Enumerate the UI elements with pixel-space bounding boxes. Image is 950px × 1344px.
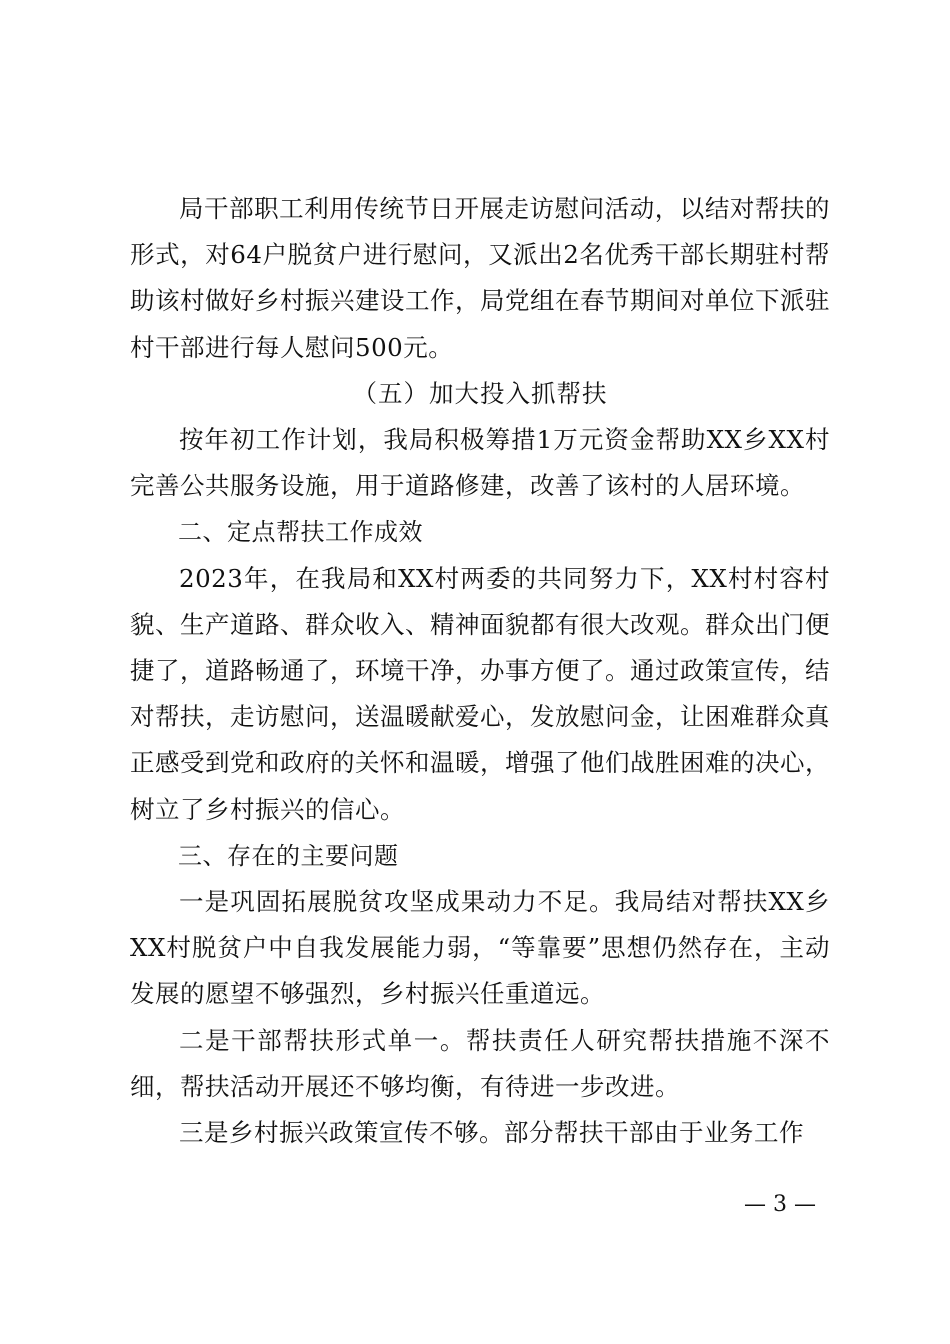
subheading-increase-investment: （五）加大投入抓帮扶	[352, 378, 608, 408]
document-body	[130, 186, 830, 1156]
paragraph-problem-two: 二是干部帮扶形式单一。帮扶责任人研究帮扶措施不深不细，帮扶活动开展还不够均衡，有待进一步改进。	[130, 1025, 830, 1101]
page-number: — 3 —	[744, 1192, 816, 1217]
paragraph-funding: 按年初工作计划，我局积极筹措1万元资金帮助XX乡XX村完善公共服务设施，用于道路修建，改善了该村的人居环境。	[130, 425, 830, 501]
paragraph-problem-three: 三是乡村振兴政策宣传不够。部分帮扶干部由于业务工作	[179, 1118, 804, 1148]
paragraph-visits: 局干部职工利用传统节日开展走访慰问活动，以结对帮扶的形式，对64户脱贫户进行慰问，又派出2名优秀干部长期驻村帮助该村做好乡村振兴建设工作，局党组在春节期间对单位下派驻村干部进行每人慰问500元。	[130, 194, 830, 362]
heading-results: 二、定点帮扶工作成效	[178, 518, 423, 547]
paragraph-problem-one: 一是巩固拓展脱贫攻坚成果动力不足。我局结对帮扶XX乡XX村脱贫户中自我发展能力弱，“等靠要”思想仍然存在，主动发展的愿望不够强烈，乡村振兴任重道远。	[130, 887, 830, 1009]
paragraph-results: 2023年，在我局和XX村两委的共同努力下，XX村村容村貌、生产道路、群众收入、精神面貌都有很大改观。群众出门便捷了，道路畅通了，环境干净，办事方便了。通过政策宣传，结对帮扶，走访慰问，送温暖献爱心，发放慰问金，让困难群众真正感受到党和政府的关怀和温暖，增强了他们战胜困难的决心，树立了乡村振兴的信心。	[130, 563, 830, 824]
heading-problems: 三、存在的主要问题	[178, 841, 399, 870]
